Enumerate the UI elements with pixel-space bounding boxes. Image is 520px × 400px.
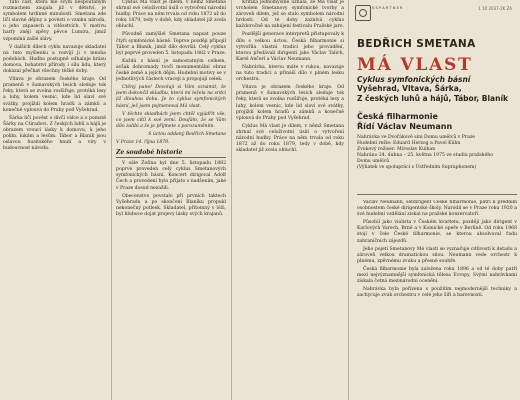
column-2: [116, 0, 226, 400]
composer-name: BEDŘICH SMETANA: [357, 38, 476, 50]
paragraph: Nahrávka byla pořízena s použitím nejmodernější techniky a zachycuje zvuk orchestru v celé jeho šíři a barevnosti.: [357, 287, 517, 299]
column-divider: [111, 0, 112, 400]
column-3: [236, 0, 344, 400]
detail-line: (Výňatek ve spolupráci s Ústředním Supraphonem): [357, 165, 477, 171]
performers: [357, 112, 452, 132]
section-heading: Ze soudobé historie: [116, 150, 226, 158]
detail-line: Nahráno 24. dubna – 25. května 1975 ve studiu pražského: [357, 153, 494, 159]
paragraph: Každá z básní je samostatným celkem, avšak dohromady tvoří monumentální obraz české země a jejích dějin. Hudební motivy se v jednotlivých částech vracejí a propojují celek.: [116, 58, 226, 83]
detail-line: Nahrávka ve Dvořákově síni Domu umělců v Praze: [357, 135, 475, 140]
section-divider: [357, 194, 517, 195]
letter-paragraph: V těchto skladbách jsem chtěl vyjádřit vše, co jsem cítil k své zemi. Doufám, že se Vám dílo zalíbí a že je přijmete s porozuměním.: [116, 111, 226, 129]
subtitle-line: Cyklus symfonických básní: [357, 75, 471, 84]
paragraph: Původně zamýšlel Smetana napsat pouze čtyři symfonické básně. Teprve později připojil Tábor a Blaník, jimiž dílo dovršil. Celý cyklus byl poprvé proveden 5. listopadu 1882 v Praze.: [116, 32, 226, 56]
paragraph: Vltava je obrazem českého kraje. Od pramenů v šumavských lesích sleduje tok řeky, která se zvolna rozšiřuje, protéká lesy a luhy, kolem vesnic, kde lid slaví své svátky, projíždí kolem hradů a zámků a konečně vplouvá do Prahy pod Vyšehrad.: [3, 77, 106, 113]
conductor-name: Řídí Václav Neumann: [357, 122, 453, 131]
paragraph: Jeho pojetí Smetanovy Mé vlasti se vyznačuje citlivostí k detailu a zároveň velkou dramatickou silou. Neumann vede orchestr k plnému, zpěvnému zvuku a přesné souhře.: [357, 246, 517, 264]
label-logo-icon: [355, 5, 371, 21]
column-divider: [231, 0, 232, 400]
album-subtitle: [357, 75, 517, 103]
paragraph: Pozdější generace interpretů přistupovaly k dílu s velkou úctou. Česká filharmonie si vytvořila vlastní tradici jeho provádění, kterou předávali dirigenti jako Václav Talich, Karel Ančerl a Václav Neumann.: [236, 32, 344, 62]
paragraph: Obecenstvo povstalo při prvních taktech Vyšehradu a po skončení Blaníku propukl nekonečný potlesk. Skladatel, přítomný v lóži, byl hluboce dojat projevy lásky svých krajanů.: [116, 193, 226, 217]
column-1: [3, 0, 106, 400]
catalog-number: 1 10 2037-2K ZA: [478, 6, 512, 11]
paragraph: Nahrávka, kterou máte v rukou, navazuje na tuto tradici a přináší dílo v plném lesku orchestru.: [236, 64, 344, 83]
paragraph: V sále Žofína byl dne 5. listopadu 1882 poprvé proveden celý cyklus Smetanových symfonických básní. Koncert dirigoval Adolf Čech a provedení bylo přijato s nadšením, jaké v Praze dosud nezažili.: [116, 161, 226, 191]
paragraph: Tato část, která mě svým nespoutaným rozmachem zaujala již v dětství, je symbolem hrdinné minulosti. Smetana zde líčí slavné dějiny a pověsti o vzniku národa, o jeho zápasech a vítězstvích. V motivu harfy znějí zpěvy pěvce Lumíra, jimiž vzpomíná zašlé slávy.: [3, 0, 106, 42]
column-divider: [348, 0, 349, 400]
detail-line: Hudební režie: Eduard Herzog a Pavel Kühn: [357, 141, 461, 147]
paragraph: V dalších dílech cyklu navazuje skladatel na tuto myšlenku a rozvíjí ji v mnoha podobách. Hudba postupně odhaluje krásu domova, bohatství přírody i sílu lidu, který dokázal přečkat všechny těžké doby.: [3, 44, 106, 75]
album-title: MÁ VLAST: [357, 55, 473, 75]
paragraph: Václav Neumann, šéfdirigent České filharmonie, patří k předním osobnostem české dirigentské školy. Narodil se v Praze roku 1920 a své hudební vzdělání získal na pražské konzervatoři.: [357, 200, 517, 218]
paragraph: Cyklus Má vlast je dílem, v němž Smetana shrnul své celoživotní úsilí o vytvoření národní hudby. Práce na něm trvala od roku 1872 až do roku 1879, tedy v době, kdy skladatel již zcela ohluchl.: [236, 123, 344, 154]
orchestra-name: Česká filharmonie: [357, 112, 438, 121]
detail-line: Domu umělců: [357, 159, 390, 165]
paragraph: Vltava je obrazem českého kraje. Od pramenů v šumavských lesích sleduje tok řeky, která se zvolna rozšiřuje, protéká lesy a luhy, kolem vesnic, kde lid slaví své svátky, projíždí kolem hradů a zámků a konečně vplouvá do Prahy pod Vyšehrad.: [236, 85, 344, 121]
paragraph: Kritika jednomyslně uznala, že Má vlast je vrcholem Smetanovy symfonické tvorby a zároveň dílem, jež se stalo symbolem národní hrdosti. Od té doby zaznívá cyklus každoročně na zahájení festivalu Pražské jaro.: [236, 0, 344, 30]
letter-date: V Praze 14. října 1879.: [116, 139, 170, 145]
paragraph: Působil jako violista v Českém kvartetu, později jako dirigent v Karlových Varech, Brně a v Komické opeře v Berlíně. Od roku 1968 stojí v čele České filharmonie, se kterou absolvoval řadu zahraničních zájezdů.: [357, 220, 517, 244]
label-name: K S P A R T N E R: [372, 6, 403, 10]
letter-paragraph: Ctěný pane! Dovoluji si Vám oznámit, že jsem dokončil skladbu, která mi ležela na srdci již dlouhou dobu. Je to cyklus symfonických básní, jež jsem pojmenoval Má vlast.: [116, 85, 226, 109]
detail-line: Zvukový režisér: Miroslav Kulhan: [357, 147, 436, 153]
recording-details: [357, 135, 517, 172]
paragraph: Šárka líčí pověst o dívčí válce a o pomstě Šárky na Ctiradovi. Z českých luhů a hájů je obrazem vroucí lásky k domovu, k jeho polím, lukám a lesům. Tábor a Blaník jsou oslavou husitského hnutí a víry v budoucnost národa.: [3, 115, 106, 152]
letter-signature: S úctou oddaný Bedřich Smetana: [148, 131, 226, 137]
paragraph: Cyklus Má vlast je dílem, v němž Smetana shrnul své celoživotní úsilí o vytvoření národní hudby. Práce na něm trvala od roku 1872 až do roku 1879, tedy v době, kdy skladatel již zcela ohluchl.: [116, 0, 226, 30]
column-4: [357, 200, 517, 398]
subtitle-line: Z českých luhů a hájů, Tábor, Blaník: [357, 93, 508, 103]
paragraph: Česká filharmonie byla založena roku 1896 a od té doby patří mezi nejvýznamnější symfonická tělesa Evropy. Svými nahrávkami získala četná mezinárodní ocenění.: [357, 266, 517, 285]
subtitle-line: Vyšehrad, Vltava, Šárka,: [357, 84, 462, 94]
